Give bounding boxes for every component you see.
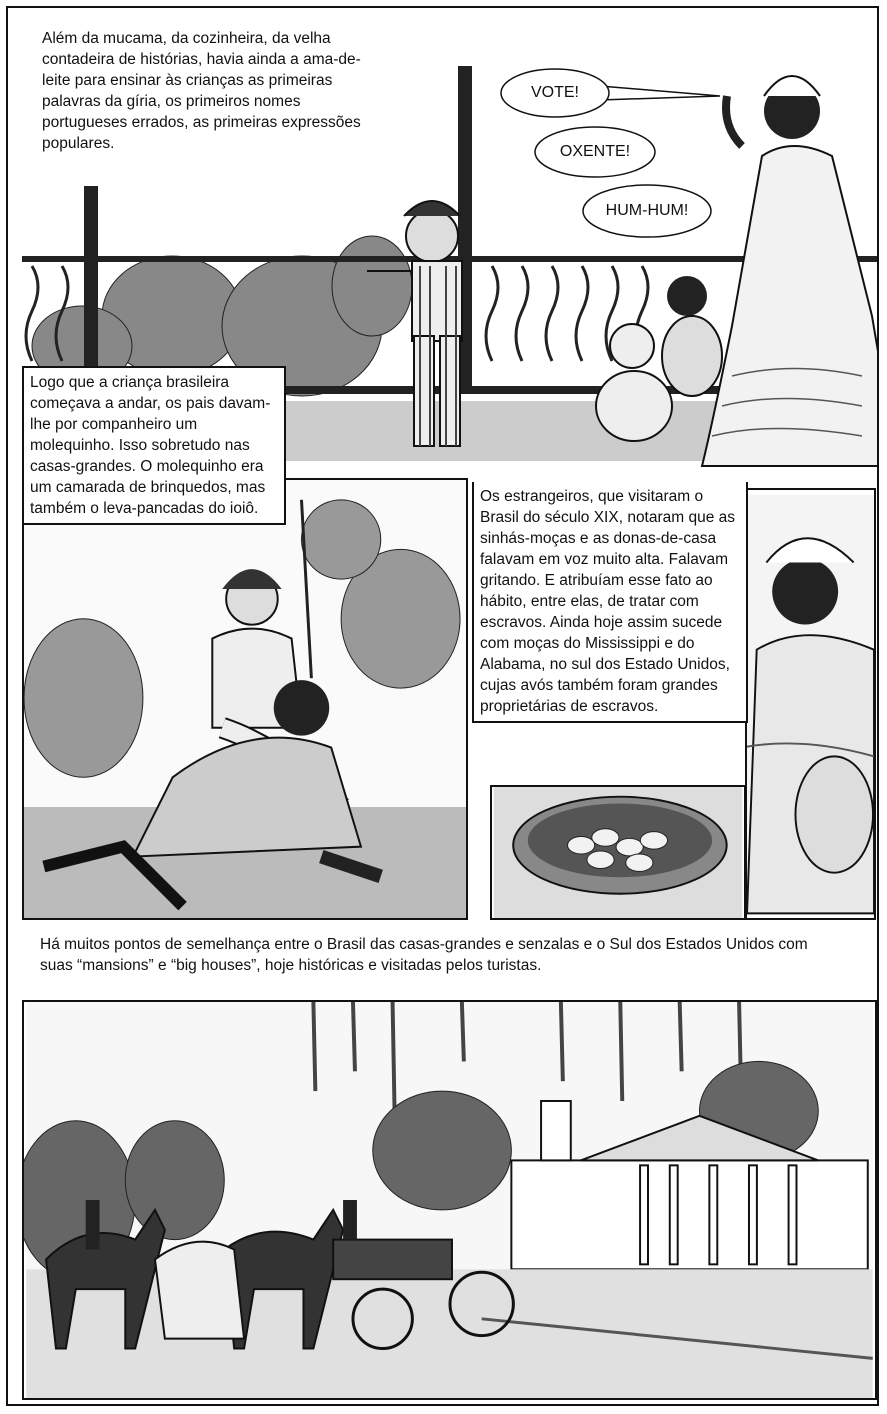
speech-bubble-hum-hum bbox=[582, 184, 712, 238]
woman-portrait-illustration bbox=[747, 490, 874, 918]
narration-panel-1: Além da mucama, da cozinheira, da velha contadeira de histórias, havia ainda a ama-de-leite para ensinar às crianças as primeiras palavras da gíria, os primeiros nomes portugueses errados, as primeiras expressões populares. bbox=[42, 28, 382, 154]
speech-bubble-oxente bbox=[534, 126, 656, 178]
speech-text-vote: VOTE! bbox=[530, 84, 579, 101]
panel-woman-portrait bbox=[745, 488, 876, 920]
speech-bubble-vote bbox=[500, 68, 610, 118]
panel-bowl bbox=[490, 785, 746, 920]
panel-boys-playing bbox=[22, 478, 468, 920]
caption-panel-2: Logo que a criança brasileira começava a andar, os pais davam-lhe por companheiro um molequinho. Isso sobretudo nas casas-grandes. O molequinho era um camarada de brinquedos, mas também o leva-pancadas do ioiô. bbox=[22, 366, 286, 525]
caption-panel-3: Os estrangeiros, que visitaram o Brasil do século XIX, notaram que as sinhás-moças e as donas-de-casa falavam em voz muito alta. Falavam gritando. E atribuíam esse fato ao hábito, entre elas, de tratar com escravos. Ainda hoje assim sucede com moças do Mississippi e do Alabama, no sul dos Estado Unidos, cujas avós também foram grandes proprietárias de escravos. bbox=[472, 482, 748, 723]
narration-panel-4: Há muitos pontos de semelhança entre o Brasil das casas-grandes e senzalas e o Sul dos Estados Unidos com suas “mansions” e “big houses”, hoje históricas e visitadas pelos turistas. bbox=[40, 936, 808, 974]
panel-plantation bbox=[22, 1000, 877, 1400]
boys-playing-illustration bbox=[24, 480, 466, 918]
speech-text-oxente: OXENTE! bbox=[559, 143, 631, 160]
plantation-illustration bbox=[24, 1002, 875, 1398]
speech-text-hum-hum: HUM-HUM! bbox=[605, 202, 689, 219]
bowl-illustration bbox=[492, 787, 744, 918]
